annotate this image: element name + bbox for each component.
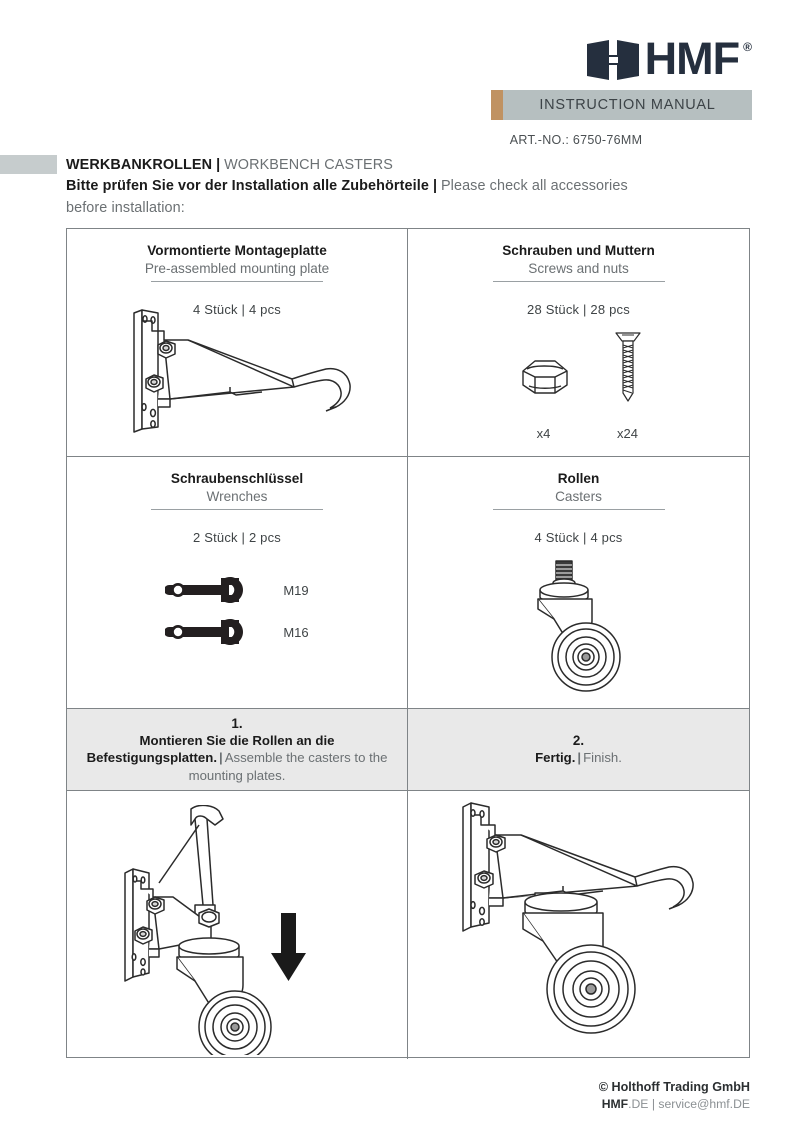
title-block <box>66 155 766 220</box>
wrench-size-label-m19: M19 <box>283 582 309 598</box>
caption-rule <box>493 509 665 510</box>
registered-trademark-icon: ® <box>743 40 752 54</box>
part-caption <box>67 229 407 282</box>
assemble-caster-to-plate-diagram-icon <box>67 805 407 1055</box>
part-caption <box>408 457 749 510</box>
step-number: 1. <box>231 715 243 731</box>
step-illustration-1 <box>67 791 408 1059</box>
instruction-text-de: Bitte prüfen Sie vor der Installation alle Zubehörteile <box>66 178 429 194</box>
wrench-size-label-m16: M16 <box>283 624 309 640</box>
instruction-text-en: Please check all accessories <box>440 178 628 194</box>
wrench-icon <box>165 617 267 647</box>
page-footer <box>400 1079 750 1113</box>
footer-site-bold: HMF <box>601 1097 629 1111</box>
assembled-caster-plate-diagram-icon <box>408 801 749 1056</box>
step-header-1 <box>67 709 408 791</box>
banner-accent-block <box>491 90 503 120</box>
part-name-en: Pre-assembled mounting plate <box>144 261 330 276</box>
footer-company: © Holthoff Trading GmbH <box>598 1080 750 1094</box>
step-number: 2. <box>572 733 585 749</box>
part-name-de: Schrauben und Muttern <box>502 243 655 258</box>
part-name-en: Wrenches <box>206 489 268 504</box>
part-name-de: Schraubenschlüssel <box>170 471 304 486</box>
step-text-de: Fertig. <box>535 750 576 766</box>
part-cell-screws-nuts <box>408 229 749 457</box>
part-quantity: 4 Stück | 4 pcs <box>534 530 623 545</box>
instruction-line <box>66 176 766 196</box>
article-number: ART.-NO.: 6750-76MM <box>509 133 643 147</box>
banner-label: INSTRUCTION MANUAL <box>539 97 716 113</box>
caption-rule <box>151 509 323 510</box>
parts-and-steps-grid <box>66 228 750 1058</box>
part-cell-wrenches <box>67 457 408 709</box>
product-title-de: WERKBANKROLLEN <box>66 157 213 173</box>
screws-and-nuts-icon <box>408 329 749 441</box>
part-caption <box>408 229 749 282</box>
step-separator: | <box>218 750 223 766</box>
swivel-caster-icon <box>408 557 749 697</box>
nut-count-label: x4 <box>536 426 551 441</box>
part-quantity: 28 Stück | 28 pcs <box>527 302 630 317</box>
wrench-set <box>67 575 407 647</box>
instruction-separator: | <box>432 178 437 194</box>
part-name-en: Casters <box>555 489 602 504</box>
part-cell-mounting-plate <box>67 229 408 457</box>
part-caption <box>67 457 407 510</box>
product-title-line <box>66 155 766 175</box>
title-accent-tab <box>0 155 57 174</box>
footer-contact <box>400 1096 750 1113</box>
footer-email[interactable]: service@hmf.DE <box>658 1097 750 1111</box>
instruction-line-2 <box>66 197 766 219</box>
part-quantity: 4 Stück | 4 pcs <box>192 302 282 317</box>
step-text-en: Finish. <box>583 750 622 766</box>
step-header-2 <box>408 709 749 791</box>
instruction-text-en-line2: before installation: <box>66 200 185 216</box>
hmf-logo-wordmark: HMF <box>644 33 740 84</box>
part-name-de: Vormontierte Montageplatte <box>147 243 327 258</box>
caption-rule <box>151 281 323 282</box>
title-separator: | <box>216 157 221 173</box>
step-text-en: Assemble the casters to the mounting plates. <box>188 750 388 783</box>
mounting-plate-bracket-icon <box>67 307 407 437</box>
instruction-manual-banner <box>491 90 752 120</box>
step-separator: | <box>577 750 582 766</box>
hmf-bowtie-logo-icon <box>585 38 641 82</box>
down-arrow-icon <box>271 913 306 981</box>
step-description <box>81 732 393 785</box>
screw-count-label: x24 <box>617 426 638 441</box>
hmf-logo <box>585 33 752 84</box>
product-title-en: WORKBENCH CASTERS <box>224 157 393 173</box>
caption-rule <box>493 281 665 282</box>
part-name-de: Rollen <box>557 471 600 486</box>
wrench-icon <box>165 575 267 605</box>
part-cell-casters <box>408 457 749 709</box>
step-description <box>535 749 622 767</box>
part-name-en: Screws and nuts <box>528 261 629 276</box>
banner-body <box>503 90 752 120</box>
step-text-de: Montieren Sie die Rollen an die Befestigungsplatten. <box>86 732 335 766</box>
footer-site-tld: .DE <box>628 1097 649 1111</box>
part-quantity: 2 Stück | 2 pcs <box>192 530 282 545</box>
step-illustration-2 <box>408 791 749 1059</box>
footer-divider: | <box>651 1097 655 1111</box>
